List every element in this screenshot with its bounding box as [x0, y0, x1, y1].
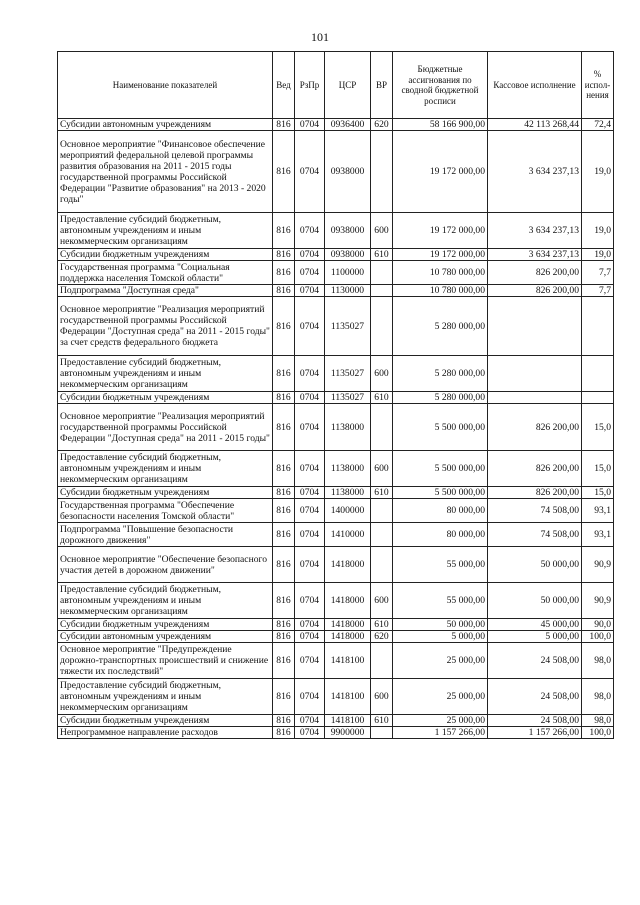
row-cash: 42 113 268,44: [488, 119, 582, 131]
row-ved: 816: [273, 487, 295, 499]
row-assigned: 5 280 000,00: [393, 356, 488, 392]
row-ved: 816: [273, 285, 295, 297]
row-vr: [371, 523, 393, 547]
row-vr: [371, 261, 393, 285]
table-row: [58, 679, 614, 715]
table-header-row: [58, 52, 614, 119]
row-pct: 19,0: [582, 213, 614, 249]
row-csr: 1418000: [325, 547, 371, 583]
row-pct: 90,9: [582, 547, 614, 583]
table-row: [58, 631, 614, 643]
row-rzpr: 0704: [295, 451, 325, 487]
row-rzpr: 0704: [295, 297, 325, 356]
table-row: [58, 715, 614, 727]
row-name: Предоставление субсидий бюджетным, автономным учреждениям и иным некоммерческим организациям: [58, 583, 273, 619]
row-pct: 15,0: [582, 404, 614, 451]
row-ved: 816: [273, 643, 295, 679]
row-name: Основное мероприятие "Предупреждение дорожно-транспортных происшествий и снижение тяжести их последствий": [58, 643, 273, 679]
row-rzpr: 0704: [295, 119, 325, 131]
row-cash: 24 508,00: [488, 715, 582, 727]
row-rzpr: 0704: [295, 715, 325, 727]
row-pct: 93,1: [582, 523, 614, 547]
row-name: Субсидии бюджетным учреждениям: [58, 392, 273, 404]
row-csr: 1418000: [325, 619, 371, 631]
row-pct: 7,7: [582, 261, 614, 285]
row-pct: 19,0: [582, 131, 614, 213]
row-rzpr: 0704: [295, 213, 325, 249]
row-pct: 98,0: [582, 643, 614, 679]
row-rzpr: 0704: [295, 631, 325, 643]
row-vr: [371, 404, 393, 451]
row-csr: 1410000: [325, 523, 371, 547]
row-vr: [371, 297, 393, 356]
row-assigned: 19 172 000,00: [393, 249, 488, 261]
row-ved: 816: [273, 404, 295, 451]
row-pct: [582, 356, 614, 392]
row-pct: 98,0: [582, 679, 614, 715]
row-assigned: 10 780 000,00: [393, 261, 488, 285]
row-vr: 610: [371, 619, 393, 631]
row-csr: 1138000: [325, 451, 371, 487]
row-name: Предоставление субсидий бюджетным, автономным учреждениям и иным некоммерческим организациям: [58, 213, 273, 249]
table-row: [58, 356, 614, 392]
row-vr: [371, 643, 393, 679]
row-csr: 0936400: [325, 119, 371, 131]
row-name: Субсидии бюджетным учреждениям: [58, 487, 273, 499]
table-row: [58, 261, 614, 285]
row-assigned: 58 166 900,00: [393, 119, 488, 131]
row-rzpr: 0704: [295, 392, 325, 404]
table-row: [58, 404, 614, 451]
row-rzpr: 0704: [295, 404, 325, 451]
row-cash: [488, 356, 582, 392]
row-csr: 0938000: [325, 249, 371, 261]
row-name: Непрограммное направление расходов: [58, 727, 273, 739]
table-row: [58, 523, 614, 547]
row-vr: 600: [371, 451, 393, 487]
row-name: Предоставление субсидий бюджетным, автономным учреждениям и иным некоммерческим организациям: [58, 679, 273, 715]
budget-table: [57, 51, 614, 739]
row-ved: 816: [273, 523, 295, 547]
table-row: [58, 392, 614, 404]
row-cash: 826 200,00: [488, 261, 582, 285]
row-name: Предоставление субсидий бюджетным, автономным учреждениям и иным некоммерческим организациям: [58, 451, 273, 487]
row-vr: 600: [371, 356, 393, 392]
row-assigned: 1 157 266,00: [393, 727, 488, 739]
row-ved: 816: [273, 499, 295, 523]
row-assigned: 55 000,00: [393, 547, 488, 583]
row-name: Основное мероприятие "Реализация мероприятий государственной программы Российской Федерации "Доступная среда" на 2011 - 2015 годы" за счет средств федерального бюджета: [58, 297, 273, 356]
row-rzpr: 0704: [295, 523, 325, 547]
row-rzpr: 0704: [295, 583, 325, 619]
row-cash: 826 200,00: [488, 487, 582, 499]
header-rzpr: РзПр: [295, 52, 325, 119]
row-pct: 72,4: [582, 119, 614, 131]
row-cash: 826 200,00: [488, 451, 582, 487]
row-name: Государственная программа "Обеспечение безопасности населения Томской области": [58, 499, 273, 523]
row-vr: [371, 131, 393, 213]
row-pct: 93,1: [582, 499, 614, 523]
table-row: [58, 619, 614, 631]
row-csr: 1135027: [325, 392, 371, 404]
table-row: [58, 131, 614, 213]
row-assigned: 5 280 000,00: [393, 392, 488, 404]
table-row: [58, 451, 614, 487]
row-name: Предоставление субсидий бюджетным, автономным учреждениям и иным некоммерческим организациям: [58, 356, 273, 392]
row-rzpr: 0704: [295, 547, 325, 583]
row-vr: 610: [371, 715, 393, 727]
row-pct: 98,0: [582, 715, 614, 727]
header-name: Наименование показателей: [58, 52, 273, 119]
table-row: [58, 487, 614, 499]
row-ved: 816: [273, 451, 295, 487]
row-csr: 1400000: [325, 499, 371, 523]
row-assigned: 50 000,00: [393, 619, 488, 631]
row-csr: 1138000: [325, 487, 371, 499]
row-assigned: 10 780 000,00: [393, 285, 488, 297]
row-name: Подпрограмма "Доступная среда": [58, 285, 273, 297]
row-ved: 816: [273, 213, 295, 249]
row-assigned: 5 280 000,00: [393, 297, 488, 356]
row-name: Субсидии бюджетным учреждениям: [58, 715, 273, 727]
row-rzpr: 0704: [295, 249, 325, 261]
row-pct: [582, 392, 614, 404]
row-csr: 1418000: [325, 631, 371, 643]
table-row: [58, 297, 614, 356]
row-assigned: 5 500 000,00: [393, 404, 488, 451]
table-row: [58, 727, 614, 739]
row-cash: 50 000,00: [488, 583, 582, 619]
row-ved: 816: [273, 631, 295, 643]
row-rzpr: 0704: [295, 285, 325, 297]
row-rzpr: 0704: [295, 487, 325, 499]
row-vr: 620: [371, 631, 393, 643]
row-csr: 1138000: [325, 404, 371, 451]
row-pct: 15,0: [582, 487, 614, 499]
row-name: Основное мероприятие "Обеспечение безопасного участия детей в дорожном движении": [58, 547, 273, 583]
row-rzpr: 0704: [295, 643, 325, 679]
row-ved: 816: [273, 261, 295, 285]
row-name: Субсидии бюджетным учреждениям: [58, 249, 273, 261]
row-vr: 600: [371, 583, 393, 619]
row-ved: 816: [273, 356, 295, 392]
row-cash: 50 000,00: [488, 547, 582, 583]
row-cash: 3 634 237,13: [488, 249, 582, 261]
header-pct: % испол-нения: [582, 52, 614, 119]
row-name: Основное мероприятие "Финансовое обеспечение мероприятий федеральной целевой программы развития образования на 2011 - 2015 годы государственной программы Российской Федерации "Развитие образования" на 2013 - 2020 годы": [58, 131, 273, 213]
row-pct: 90,0: [582, 619, 614, 631]
table-row: [58, 583, 614, 619]
row-cash: 74 508,00: [488, 499, 582, 523]
header-cash: Кассовое исполнение: [488, 52, 582, 119]
row-csr: 1418100: [325, 715, 371, 727]
row-name: Субсидии бюджетным учреждениям: [58, 619, 273, 631]
row-cash: 74 508,00: [488, 523, 582, 547]
header-assigned: Бюджетные ассигнования по сводной бюджетной росписи: [393, 52, 488, 119]
row-vr: 600: [371, 213, 393, 249]
row-cash: 45 000,00: [488, 619, 582, 631]
row-pct: 15,0: [582, 451, 614, 487]
row-cash: 5 000,00: [488, 631, 582, 643]
row-ved: 816: [273, 131, 295, 213]
row-assigned: 25 000,00: [393, 715, 488, 727]
row-pct: 100,0: [582, 727, 614, 739]
row-ved: 816: [273, 249, 295, 261]
header-ved: Вед: [273, 52, 295, 119]
row-name: Основное мероприятие "Реализация мероприятий государственной программы Российской Федерации "Доступная среда" на 2011 - 2015 годы": [58, 404, 273, 451]
row-cash: 3 634 237,13: [488, 131, 582, 213]
row-vr: 610: [371, 392, 393, 404]
row-vr: [371, 547, 393, 583]
row-ved: 816: [273, 619, 295, 631]
row-csr: 1130000: [325, 285, 371, 297]
row-csr: 0938000: [325, 131, 371, 213]
row-ved: 816: [273, 727, 295, 739]
row-pct: 90,9: [582, 583, 614, 619]
table-row: [58, 285, 614, 297]
row-assigned: 80 000,00: [393, 499, 488, 523]
row-cash: 826 200,00: [488, 404, 582, 451]
row-csr: 1418100: [325, 679, 371, 715]
row-assigned: 19 172 000,00: [393, 131, 488, 213]
row-ved: 816: [273, 547, 295, 583]
row-rzpr: 0704: [295, 679, 325, 715]
row-vr: [371, 285, 393, 297]
header-vr: ВР: [371, 52, 393, 119]
row-name: Субсидии автономным учреждениям: [58, 631, 273, 643]
row-cash: [488, 392, 582, 404]
row-vr: 610: [371, 487, 393, 499]
row-vr: 600: [371, 679, 393, 715]
row-csr: 0938000: [325, 213, 371, 249]
row-rzpr: 0704: [295, 261, 325, 285]
row-pct: 100,0: [582, 631, 614, 643]
row-rzpr: 0704: [295, 131, 325, 213]
header-csr: ЦСР: [325, 52, 371, 119]
row-rzpr: 0704: [295, 356, 325, 392]
row-name: Государственная программа "Социальная поддержка населения Томской области": [58, 261, 273, 285]
row-rzpr: 0704: [295, 619, 325, 631]
row-vr: 610: [371, 249, 393, 261]
row-assigned: 19 172 000,00: [393, 213, 488, 249]
row-vr: [371, 499, 393, 523]
table-row: [58, 499, 614, 523]
table-row: [58, 213, 614, 249]
row-cash: [488, 297, 582, 356]
row-ved: 816: [273, 119, 295, 131]
row-cash: 24 508,00: [488, 679, 582, 715]
row-name: Субсидии автономным учреждениям: [58, 119, 273, 131]
row-csr: 1135027: [325, 356, 371, 392]
row-vr: 620: [371, 119, 393, 131]
row-vr: [371, 727, 393, 739]
row-csr: 1135027: [325, 297, 371, 356]
page-number: 101: [311, 30, 329, 44]
row-pct: [582, 297, 614, 356]
row-rzpr: 0704: [295, 499, 325, 523]
table-row: [58, 119, 614, 131]
table-row: [58, 643, 614, 679]
row-cash: 24 508,00: [488, 643, 582, 679]
row-ved: 816: [273, 583, 295, 619]
row-assigned: 5 500 000,00: [393, 451, 488, 487]
row-ved: 816: [273, 679, 295, 715]
row-csr: 1100000: [325, 261, 371, 285]
row-pct: 7,7: [582, 285, 614, 297]
row-assigned: 5 000,00: [393, 631, 488, 643]
row-cash: 826 200,00: [488, 285, 582, 297]
row-assigned: 25 000,00: [393, 643, 488, 679]
table-row: [58, 249, 614, 261]
row-assigned: 25 000,00: [393, 679, 488, 715]
table-row: [58, 547, 614, 583]
row-pct: 19,0: [582, 249, 614, 261]
row-csr: 1418000: [325, 583, 371, 619]
row-assigned: 80 000,00: [393, 523, 488, 547]
row-assigned: 5 500 000,00: [393, 487, 488, 499]
row-ved: 816: [273, 392, 295, 404]
row-csr: 9900000: [325, 727, 371, 739]
row-cash: 3 634 237,13: [488, 213, 582, 249]
row-cash: 1 157 266,00: [488, 727, 582, 739]
row-rzpr: 0704: [295, 727, 325, 739]
row-ved: 816: [273, 715, 295, 727]
row-ved: 816: [273, 297, 295, 356]
row-assigned: 55 000,00: [393, 583, 488, 619]
row-name: Подпрограмма "Повышение безопасности дорожного движения": [58, 523, 273, 547]
row-csr: 1418100: [325, 643, 371, 679]
